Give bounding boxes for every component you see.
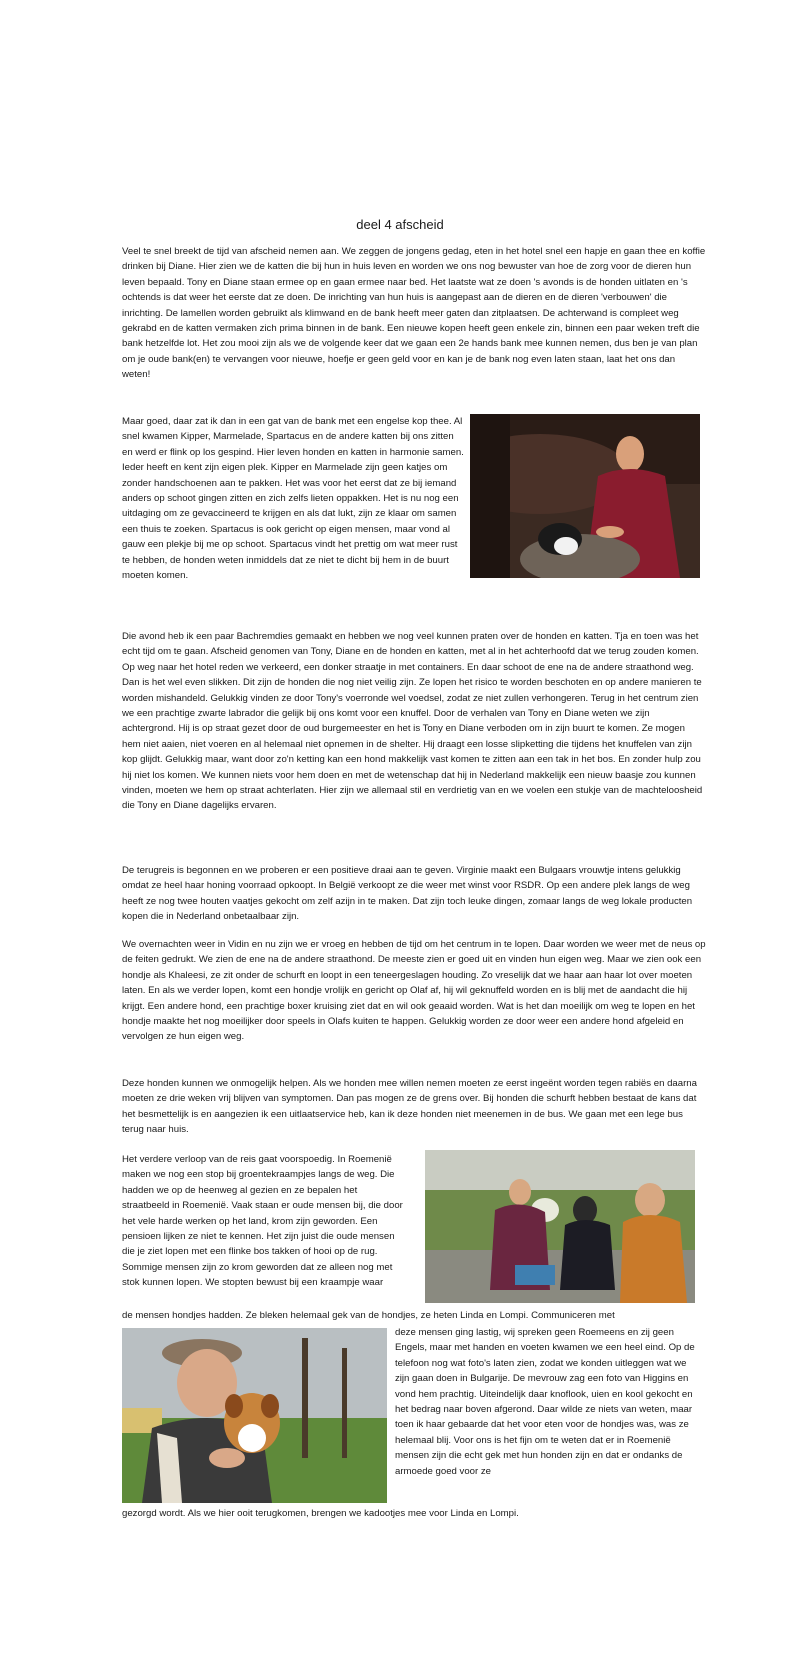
paragraph-10: gezorgd wordt. Als we hier ooit terugkomen, brengen we kadootjes mee voor Linda en Lompi.: [122, 1508, 519, 1519]
paragraph-8: de mensen hondjes hadden. Ze bleken helemaal gek van de hondjes, ze heten Linda en Lompi. Communiceren met: [122, 1310, 615, 1321]
paragraph-7: Het verdere verloop van de reis gaat voorspoedig. In Roemenië maken we nog een stop bij groentekraampjes langs de weg. Die hadden we op de heenweg al gezien en ze bepalen het straatbeeld in Roemenië. Vaak staan er oude mensen bij, die door het vele harde werken op het land, krom zijn geworden. Een pensioen lijken ze niet te kennen. Het zijn juist die oude mensen die je ziet lopen met een flinke bos takken of hooi op de rug. Sommige mensen zijn zo krom geworden dat ze alleen nog met stok kunnen lopen. We stopten bewust bij een kraampje waar: [122, 1154, 403, 1289]
woman-with-cat-on-sofa-photo: [470, 414, 700, 578]
paragraph-6: Deze honden kunnen we onmogelijk helpen. Als we honden mee willen nemen moeten ze eerst ingeënt worden tegen rabiës en daarna moeten ze drie weken vrij blijven van symptomen. Dan pas mogen ze de grens over. Bij honden die schurft hebben bestaat de kans dat het besmettelijk is en aangezien ik een uitlaatservice heb, kan ik deze honden niet meenemen in de bus. We gaan met een lege bus terug naar huis.: [122, 1078, 697, 1136]
old-man-holding-dog-photo: [122, 1328, 387, 1503]
paragraph-2: Maar goed, daar zat ik dan in een gat van de bank met een engelse kop thee. Al snel kwamen Kipper, Marmelade, Spartacus en de andere katten bij ons zitten en werd er flink op los gespind. Hier leven honden en katten in harmonie samen. Ieder heeft en kent zijn eigen plek. Kipper en Marmelade zijn geen katjes om zonder handschoenen aan te pakken. Het was voor het eerst dat ze bij iemand anders op schoot gingen zitten en zich zelfs lieten oppakken. Het is nu nog een uitdaging om ze gevaccineerd te krijgen en als dat lukt, zijn ze klaar om samen een thuis te zoeken. Spartacus is ook gericht op eigen mensen, maar vond al gauw een plekje bij me op schoot. Spartacus vindt het prettig om wat meer rust te hebben, de honden weten inmiddels dat ze niet te dicht bij hem in de buurt moeten komen.: [122, 416, 464, 582]
paragraph-5: We overnachten weer in Vidin en nu zijn we er vroeg en hebben de tijd om het centrum in te lopen. Daar worden we weer met de neus op de feiten gedrukt. We zien de ene na de andere straathond. De meeste zien er goed uit en vinden hun eigen weg. Maar we zien ook een hondje als Khaleesi, ze zit onder de schurft en loopt in een teneergeslagen houding. Zo vreselijk dat we haar aan haar lot over moeten laten. En als we verder lopen, komt een hondje vrolijk en gericht op Olaf af, hij wil geknuffeld worden en is blij met de aandacht die hij krijgt. Een andere hond, een prachtige boxer kruising ziet dat en wil ook geaaid worden. Wat is het dan moeilijk om weg te lopen en het hondje maakte het nog moeilijker door speels in Olafs kuiten te happen. Gelukkig worden ze door weer een andere hond afgeleid en vervolgen ze hun eigen weg.: [122, 939, 706, 1043]
roadside-market-stall-photo: [425, 1150, 695, 1303]
paragraph-1: Veel te snel breekt de tijd van afscheid nemen aan. We zeggen de jongens gedag, eten in het hotel snel een hapje en gaan thee en koffie drinken bij Diane. Hier zien we de katten die bij hun in huis leven en worden we ons nog bewuster van hoe de zorg voor de dieren hun leven bepaald. Tony en Diane staan ermee op en gaan ermee naar bed. Het laatste wat ze doen 's avonds is de honden uitlaten en 's ochtends is dat weer het eerste dat ze doen. De inrichting van hun huis is aangepast aan de dieren en de dieren 'verbouwen' die inrichting. De lamellen worden gebruikt als klimwand en de bank heeft meer gaten dan zitplaatsen. De achterwand is compleet weg gekrabd en de katten vermaken zich prima binnen in de bank. Een nieuwe kopen heeft geen enkele zin, binnen een paar weken treft die bank hetzelfde lot. Het zou mooi zijn als we de volgende keer dat we gaan een 2e hands bank mee kunnen nemen, dus ben je van plan om je oude bank(en) te vervangen voor nieuwe, hoefje er geen geld voor en kan je de bank nog even laten staan, laat het ons dan weten!: [122, 246, 706, 381]
page-title: deel 4 afscheid: [356, 217, 444, 232]
paragraph-4: De terugreis is begonnen en we proberen er een positieve draai aan te geven. Virginie maakt een Bulgaars vrouwtje intens gelukkig omdat ze heel haar honing voorraad opkoopt. In België verkoopt ze die weer met winst voor RSDR. Op een andere plek langs de weg heeft ze nog twee houten vaatjes gekocht om zelf azijn in te maken. Dat zijn toch leuke dingen, zomaar langs de weg lokale producten kopen die in Nederland onbetaalbaar zijn.: [122, 865, 693, 923]
paragraph-3: Die avond heb ik een paar Bachremdies gemaakt en hebben we nog veel kunnen praten over de honden en katten. Tja en toen was het echt tijd om te gaan. Afscheid genomen van Tony, Diane en de honden en katten, met al in het achterhoofd dat we terug zouden komen. Op weg naar het hotel reden we verkeerd, een donker straatje in met containers. En daar schoot de ene na de andere straathond weg. Dan is het wel even slikken. Dit zijn de honden die nog niet veilig zijn. Ze lopen het risico te worden beschoten en op andere manieren te worden mishandeld. Gelukkig vinden ze door Tony's voerronde wel voedsel, zodat ze niet zullen verhongeren. Terug in het centrum zien we een prachtige zwarte labrador die gelijk bij ons komt voor een knuffel. Door de verhalen van Tony en Diane weten we zijn achtergrond. Hij is op straat gezet door de oud burgemeester en het is Tony en Diane verboden om in zijn buurt te komen. Ze mogen hem niet aaien, niet voeren en al helemaal niet opnemen in de shelter. Hij draagt een losse slipketting die tijdens het knuffelen van zijn kop glijdt. Gelukkig maar, want door zo'n ketting kan een hond makkelijk vast komen te zitten aan een tak in het bos. En zonder hulp zou hij niet los komen. We kunnen niets voor hem doen en met de wetenschap dat hij in Nederland makkelijk een nieuw baasje zou kunnen vinden, moeten we hem op straat achterlaten. Hier zijn we allemaal stil en verdrietig van en we voelen een stukje van de machteloosheid die Tony en Diane dagelijks ervaren.: [122, 631, 703, 812]
paragraph-9: deze mensen ging lastig, wij spreken geen Roemeens en zij geen Engels, maar met handen en voeten kwamen we een heel eind. Op de telefoon nog wat foto's laten zien, zodat we konden uitleggen wat we zijn gaan doen in Bulgarije. De mevrouw zag een foto van Higgins en vond hem prachtig. Uiteindelijk daar knoflook, uien en kool gekocht en het bedrag naar boven afgerond. Daar wilde ze niets van weten, maar toen ik haar gebaarde dat het voor eten voor de hondjes was, was ze helemaal blij. Voor ons is het fijn om te weten dat er in Roemenië mensen zijn die echt gek met hun honden zijn en dat er ondanks de armoede goed voor ze: [395, 1327, 695, 1477]
